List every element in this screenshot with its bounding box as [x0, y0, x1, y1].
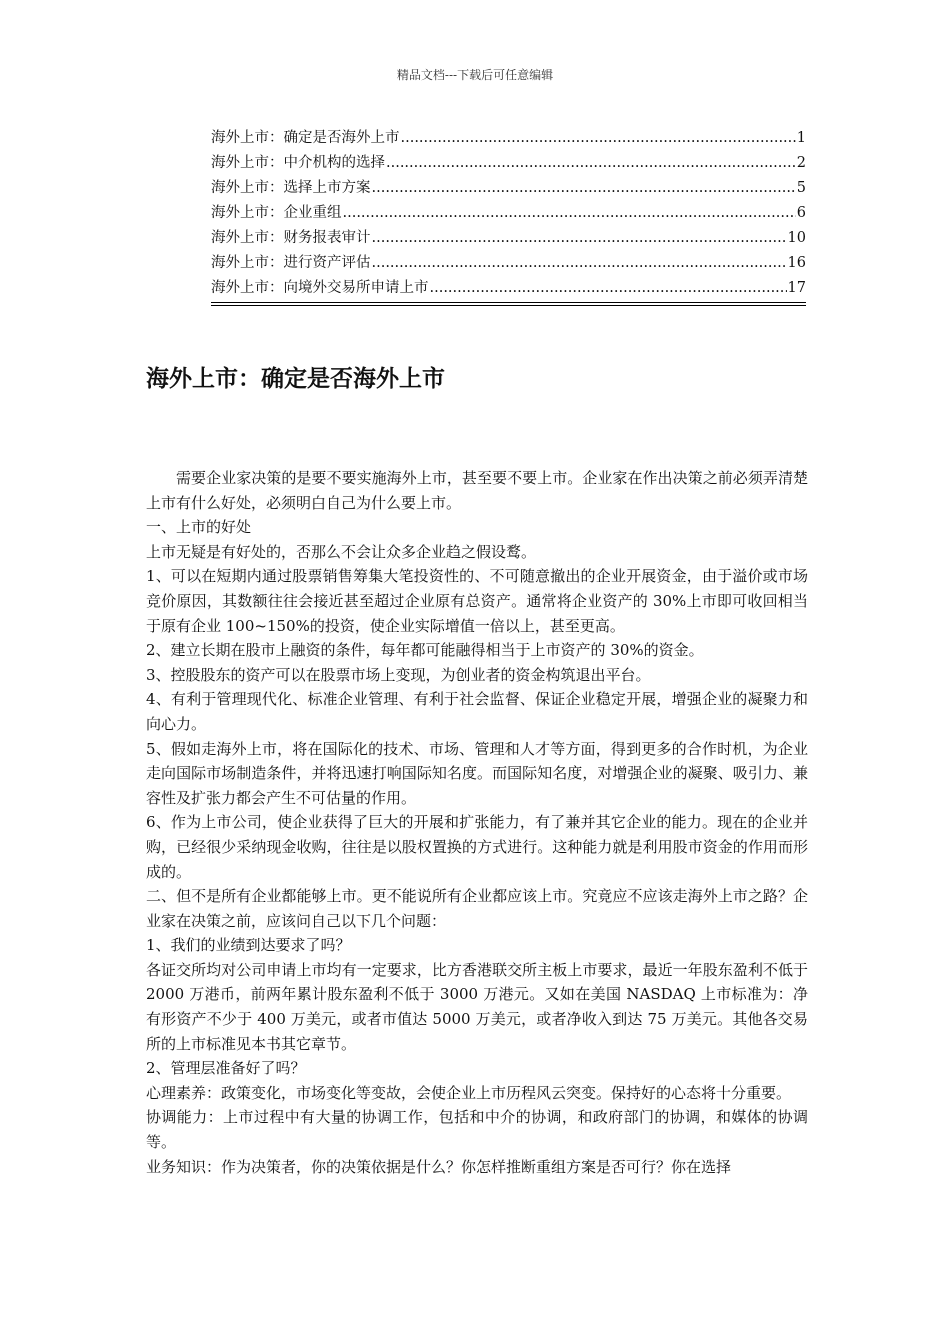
paragraph: 3、控股股东的资产可以在股票市场上变现，为创业者的资金构筑退出平台。 [146, 665, 651, 684]
paragraph: 二、但不是所有企业都能够上市。更不能说所有企业都应该上市。究竟应不应该走海外上市之路？企业家在决策之前，应该问自己以下几个问题： [146, 887, 808, 930]
paragraph: 1、可以在短期内通过股票销售筹集大笔投资性的、不可随意撤出的企业开展资金，由于溢价或市场竞价原因，其数额往往会接近甚至超过企业原有总资产。通常将企业资产的 30%上市即可收回相当于原有企业 100~150%的投资，使企业实际增值一倍以上，甚至更高。 [146, 567, 808, 635]
paragraph: 2、管理层准备好了吗？ [146, 1059, 306, 1078]
toc-leader-dots [401, 126, 796, 151]
paragraph: 6、作为上市公司，使企业获得了巨大的开展和扩张能力，有了兼并其它企业的能力。现在的企业并购，已经很少采纳现金收购，往往是以股权置换的方式进行。这种能力就是利用股市资金的作用而形成的。 [146, 813, 808, 881]
toc-entry-page: 6 [796, 205, 806, 221]
toc-leader-dots [372, 176, 796, 201]
toc-entry-title: 海外上市：企业重组 [211, 205, 342, 221]
paragraph: 业务知识：作为决策者，你的决策依据是什么？你怎样推断重组方案是否可行？你在选择 [146, 1157, 732, 1176]
toc-entry-title: 海外上市：选择上市方案 [211, 180, 371, 196]
paragraph: 心理素养：政策变化，市场变化等变故，会使企业上市历程风云突变。保持好的心态将十分重要。 [146, 1083, 792, 1102]
body-text [146, 466, 808, 1179]
paragraph: 1、我们的业绩到达要求了吗？ [146, 936, 351, 955]
paragraph: 5、假如走海外上市，将在国际化的技术、市场、管理和人才等方面，得到更多的合作时机，为企业走向国际市场制造条件，并将迅速打响国际知名度。而国际知名度，对增强企业的凝聚、吸引力、兼容性及扩张力都会产生不可估量的作用。 [146, 739, 808, 807]
toc-leader-dots [372, 226, 787, 251]
toc-entry-page: 5 [796, 180, 806, 196]
paragraph: 协调能力：上市过程中有大量的协调工作，包括和中介的协调，和政府部门的协调，和媒体的协调等。 [146, 1108, 808, 1152]
toc-entry-title: 海外上市：确定是否海外上市 [211, 130, 400, 146]
paragraph: 需要企业家决策的是要不要实施海外上市，甚至要不要上市。企业家在作出决策之前必须弄清楚上市有什么好处，必须明白自己为什么要上市。 [146, 469, 808, 512]
toc-entry[interactable] [211, 151, 806, 176]
toc-entry-page: 16 [787, 255, 806, 271]
paragraph: 各证交所均对公司申请上市均有一定要求，比方香港联交所主板上市要求，最近一年股东盈利不低于 2000 万港币，前两年累计股东盈利不低于 3000 万港元。又如在美国 NASDAQ 上市标准为：净有形资产不少于 400 万美元，或者市值达 5000 万美元，或者净收入到达 75 万美元。其他各交易所的上市标准见本书其它章节。 [146, 960, 808, 1053]
paragraph: 4、有利于管理现代化、标准企业管理、有利于社会监督、保证企业稳定开展，增强企业的凝聚力和向心力。 [146, 690, 808, 733]
toc-entry-page: 1 [796, 130, 806, 146]
toc-entry[interactable] [211, 276, 806, 301]
toc-entry-title: 海外上市：进行资产评估 [211, 255, 371, 271]
toc-leader-dots [430, 276, 787, 301]
paragraph: 一、上市的好处 [146, 518, 252, 537]
toc-leader-dots [386, 151, 796, 176]
page-header: 精品文档---下载后可任意编辑 [396, 68, 554, 82]
toc-divider [211, 302, 806, 306]
toc-entry-page: 10 [787, 230, 806, 246]
toc-entry-title: 海外上市：向境外交易所申请上市 [211, 280, 429, 296]
toc-entry[interactable] [211, 176, 806, 201]
toc-leader-dots [372, 251, 787, 276]
toc-entry-title: 海外上市：财务报表审计 [211, 230, 371, 246]
toc-entry[interactable] [211, 226, 806, 251]
toc-leader-dots [343, 201, 796, 226]
toc-entry-page: 17 [787, 280, 806, 296]
table-of-contents [211, 126, 806, 301]
paragraph: 上市无疑是有好处的，否那么不会让众多企业趋之假设鹜。 [146, 542, 537, 561]
toc-entry[interactable] [211, 251, 806, 276]
toc-entry-title: 海外上市：中介机构的选择 [211, 155, 385, 171]
toc-entry[interactable] [211, 126, 806, 151]
paragraph: 2、建立长期在股市上融资的条件，每年都可能融得相当于上市资产的 30%的资金。 [146, 641, 704, 660]
toc-entry-page: 2 [796, 155, 806, 171]
toc-entry[interactable] [211, 201, 806, 226]
section-title: 海外上市：确定是否海外上市 [146, 366, 445, 392]
